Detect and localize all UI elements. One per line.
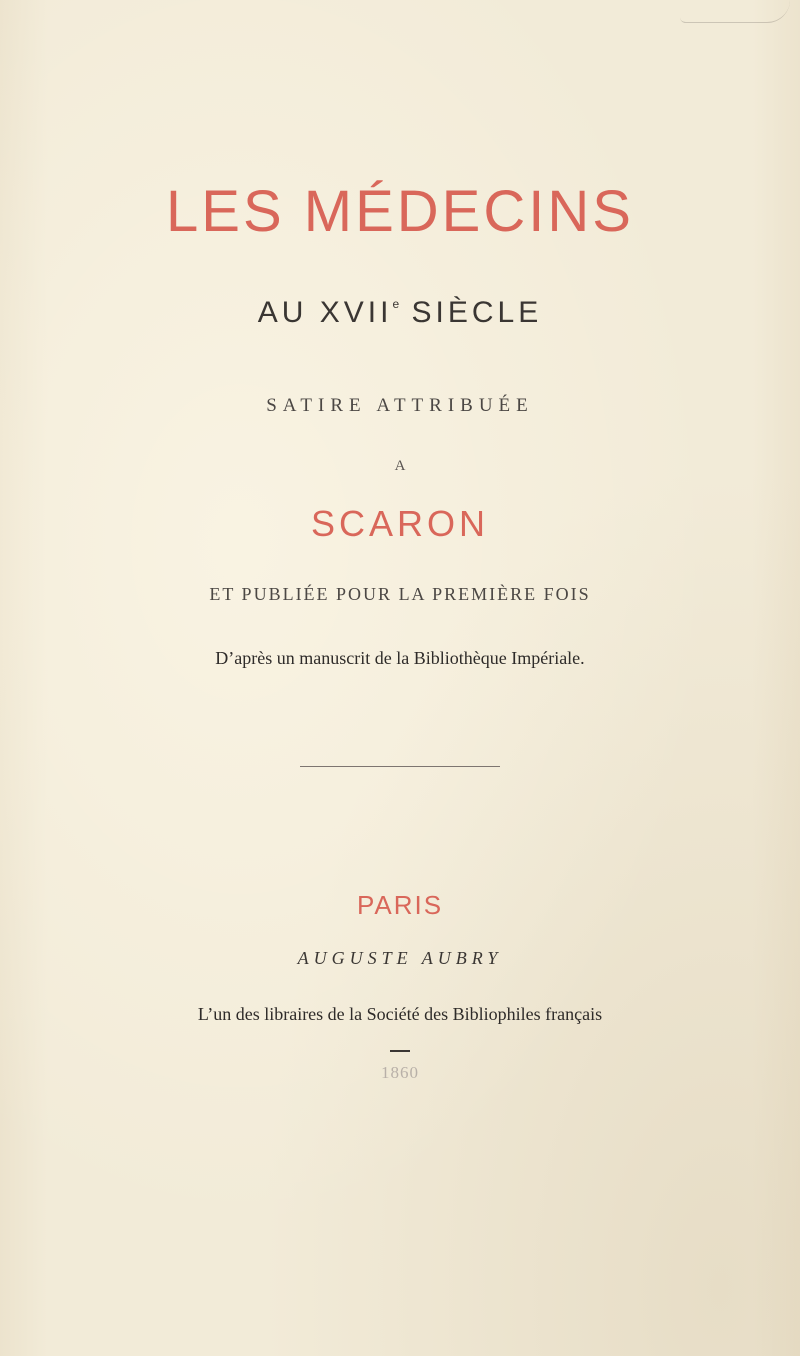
divider-rule: [300, 766, 500, 767]
publisher-name: AUGUSTE AUBRY: [297, 948, 503, 968]
bookseller-line: L’un des libraires de la Société des Bibliophiles français: [197, 1004, 603, 1024]
genre-line: SATIRE ATTRIBUÉE: [266, 395, 534, 416]
source-line: D’après un manuscrit de la Bibliothèque Impériale.: [215, 648, 585, 668]
subtitle-superscript: e: [392, 297, 400, 311]
place-of-publication: PARIS: [356, 890, 444, 920]
subtitle-rest: SIÈCLE: [399, 296, 543, 329]
author-name: SCARON: [310, 503, 490, 544]
preposition-line: A: [394, 458, 406, 474]
short-divider: [390, 1050, 410, 1052]
book-subtitle: [0, 296, 800, 330]
published-line: ET PUBLIÉE POUR LA PREMIÈRE FOIS: [209, 584, 591, 604]
subtitle-main: AU XVII: [257, 296, 393, 329]
publication-year: 1860: [381, 1063, 419, 1082]
book-title: LES MÉDECINS: [166, 179, 634, 244]
corner-smudge: [680, 0, 790, 23]
